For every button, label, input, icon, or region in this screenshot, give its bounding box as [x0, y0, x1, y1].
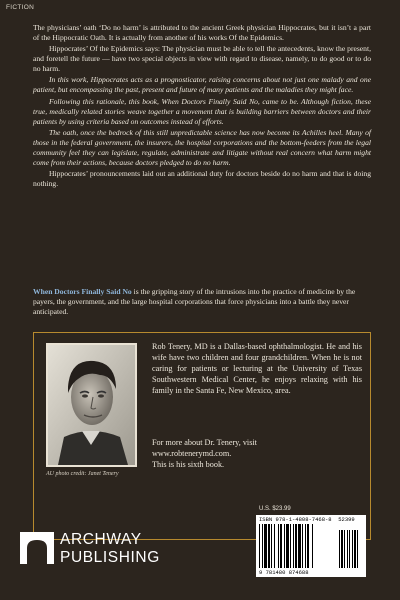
author-portrait-image: [48, 345, 135, 465]
publisher-logo: [20, 530, 190, 570]
author-website: www.robtenerymd.com.: [152, 449, 232, 459]
more-info-text: For more about Dr. Tenery, visit: [152, 438, 257, 447]
book-title: When Doctors Finally Said No: [33, 287, 132, 296]
blurb-paragraph-5: The oath, once the bedrock of this still unpredictable science has now become its Achilles heel. Many of those in the federal government, the insurers, the hospital corporations and the bottom-feeders from the legal community feel they can legislate, regulate, administrate and litigate without real concern what harm might come from their actions, because doctors pledged to do no harm.: [33, 127, 371, 167]
isbn-barcode: [256, 515, 366, 577]
blurb-paragraph-6: Hippocrates’ pronouncements laid out an additional duty for doctors beside do no harm and that is doing nothing.: [33, 169, 371, 188]
archway-arch-icon: [20, 532, 54, 564]
author-more-info: [152, 437, 362, 470]
publisher-name-line2: PUBLISHING: [60, 549, 160, 566]
isbn-number: ISBN 978-1-4808-7468-8 52399: [259, 516, 355, 523]
promo-text: is the gripping story of the intrusions into the practice of medicine by the payers, the government, and the large hospital corporations that force physicians into a battle they never anticipated.: [33, 287, 356, 316]
blurb-paragraph-2: Hippocrates’ Of the Epidemics says: The physician must be able to tell the antecedents, know the present, and foretell the future — have two special objects in view with regard to disease, namely, to do good or to do no harm.: [33, 44, 371, 74]
author-photo: [46, 343, 137, 467]
genre-label: FICTION: [6, 4, 35, 11]
back-cover-blurb: [33, 23, 371, 190]
barcode-bars: [259, 524, 363, 568]
barcode-digits: 9 781480 874688: [259, 569, 309, 576]
author-box: [33, 332, 371, 540]
price-label: U.S. $23.99: [259, 506, 291, 512]
blurb-paragraph-4: Following this rationale, this book, When Doctors Finally Said No, came to be. Although fiction, these true, medically related stories weave together a movement that is building barriers between doctors and their patients by using criteria based on outcomes instead of efforts.: [33, 96, 371, 126]
photo-credit: AU photo credit: Janet Tenery: [46, 471, 119, 477]
blurb-paragraph-1: The physicians’ oath ‘Do no harm’ is attributed to the ancient Greek physician Hippocrates, but it isn’t a part of the Hippocratic Oath. It is actually from another of his works Of the Epidemics.: [33, 23, 371, 42]
author-bio: Rob Tenery, MD is a Dallas-based ophthalmologist. He and his wife have two children and four grandchildren. When he is not caring for patients or lecturing at the University of Texas Southwestern Medical Center, he enjoys relaxing with his family in the Santa Fe, New Mexico, area.: [152, 342, 362, 396]
publisher-name-line1: ARCHWAY: [60, 531, 142, 548]
sixth-book-note: This is his sixth book.: [152, 460, 225, 470]
book-promo: [33, 287, 371, 317]
blurb-paragraph-3: In this work, Hippocrates acts as a prognosticator, raising concerns about not just one malady and one patient, but encompassing the past, present and future of many patients and the maladies they might face.: [33, 75, 371, 95]
